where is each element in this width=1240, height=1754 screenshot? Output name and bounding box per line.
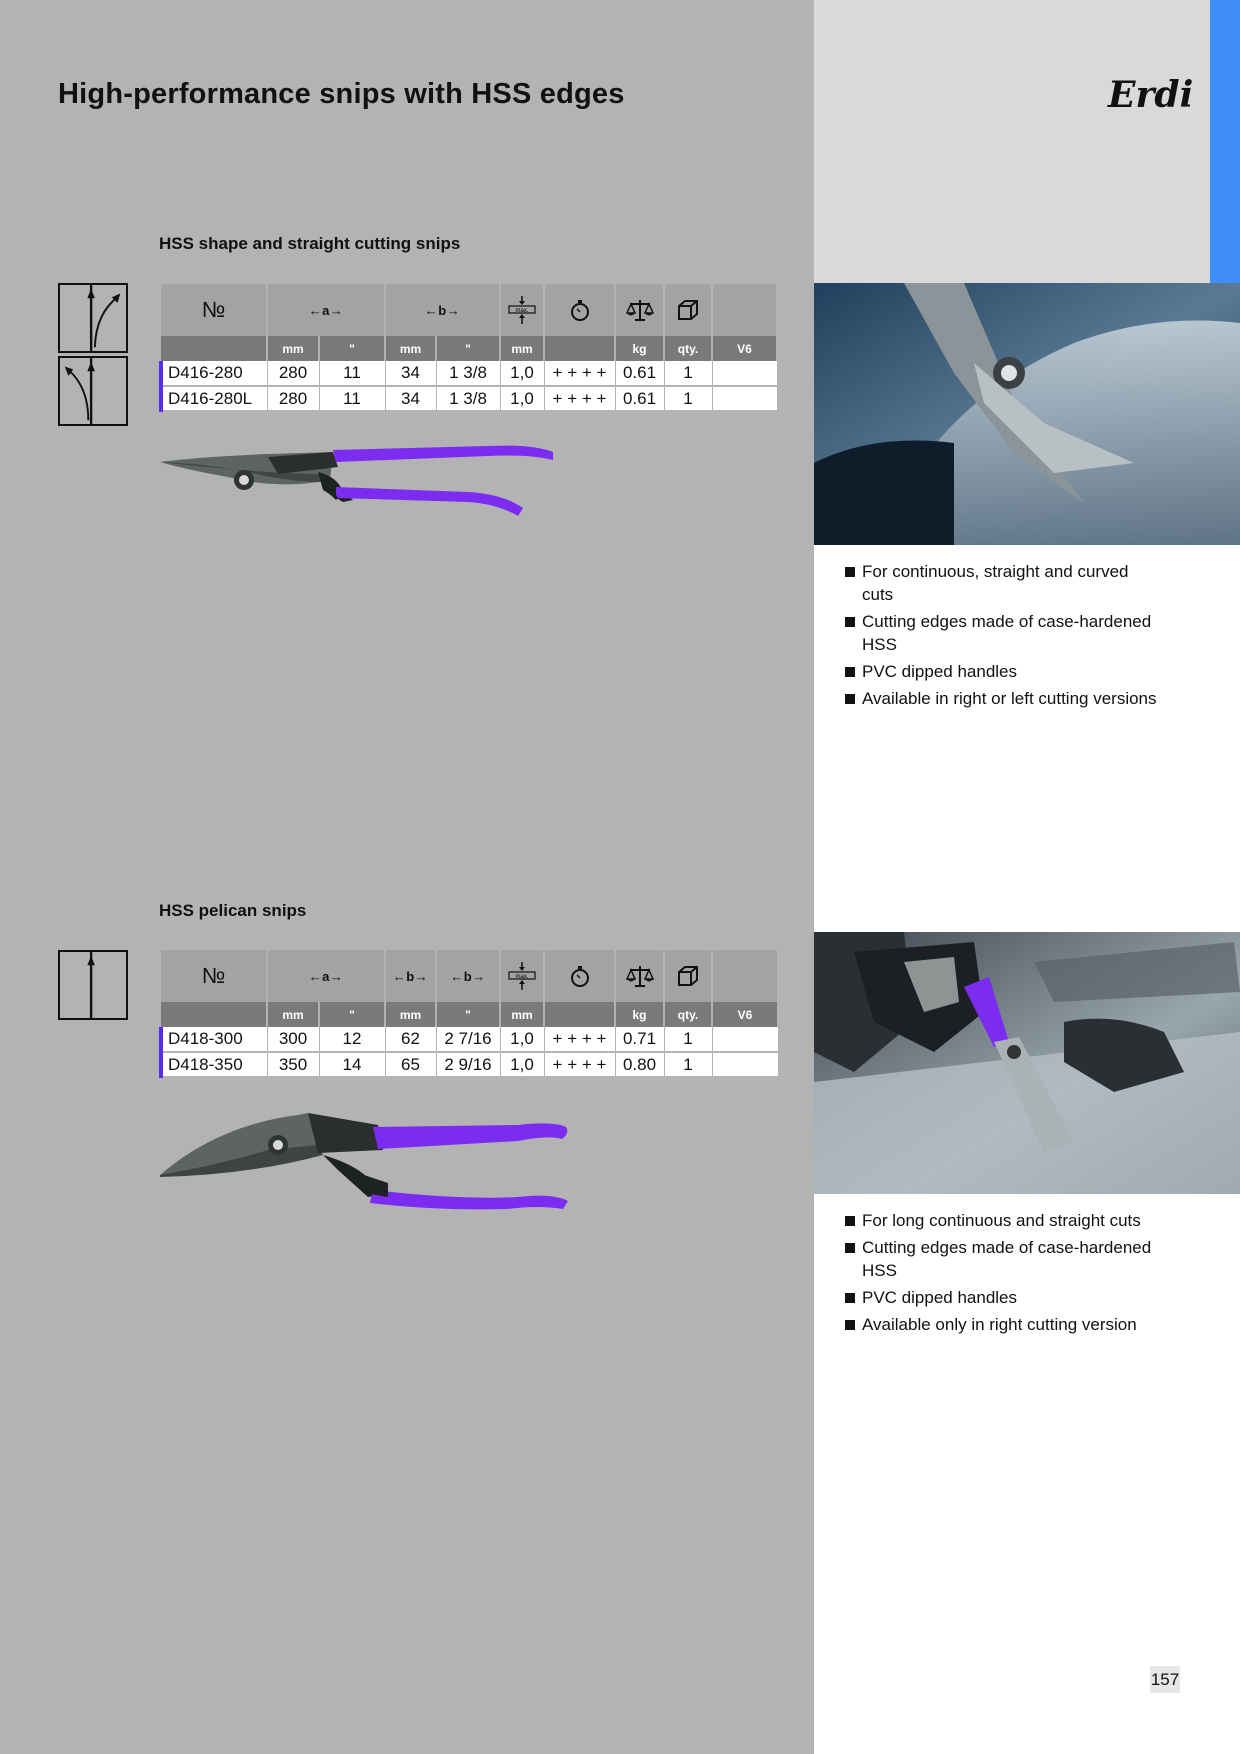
cell: 1,0 <box>500 1027 544 1052</box>
section1-spec-table <box>159 284 778 412</box>
v6-header <box>712 284 777 336</box>
cell <box>712 386 777 411</box>
feature-item: Cutting edges made of case-hardened HSS <box>844 1236 1164 1282</box>
cell: 1 <box>664 361 712 386</box>
cell: 11 <box>319 386 385 411</box>
accent-bar <box>1210 0 1240 283</box>
cell: 11 <box>319 361 385 386</box>
cell <box>712 1052 778 1077</box>
cell: 12 <box>319 1027 385 1052</box>
max-thickness-icon <box>500 284 544 336</box>
unit-inch: " <box>436 1002 500 1027</box>
feature-item: Available only in right cutting version <box>844 1313 1164 1336</box>
section2-title: HSS pelican snips <box>159 901 307 920</box>
unit-qty: qty. <box>664 336 712 361</box>
cell: 280 <box>267 361 319 386</box>
unit-qty: qty. <box>664 1002 712 1027</box>
pelican-snips-cutting-photo <box>814 932 1240 1194</box>
cell: 1 3/8 <box>436 386 500 411</box>
table-row <box>161 1052 778 1077</box>
unit-mm: mm <box>385 336 436 361</box>
page-title: High-performance snips with HSS edges <box>58 78 625 110</box>
unit-inch: " <box>319 336 385 361</box>
cell: 34 <box>385 386 436 411</box>
cell: 62 <box>385 1027 436 1052</box>
length-b-header: ←b→ <box>385 284 500 336</box>
article-code: D416-280 <box>161 361 267 386</box>
cell <box>712 361 777 386</box>
cell: 350 <box>267 1052 319 1077</box>
cell: + + + + <box>544 361 615 386</box>
unit-kg: kg <box>615 336 664 361</box>
feature-item: For long continuous and straight cuts <box>844 1209 1164 1232</box>
section1-title: HSS shape and straight cutting snips <box>159 234 461 253</box>
straight-left-curve-icon <box>58 356 128 426</box>
cell: 1 3/8 <box>436 361 500 386</box>
cell: 1 <box>664 1027 712 1052</box>
unit-mm: mm <box>267 1002 319 1027</box>
cell: 2 9/16 <box>436 1052 500 1077</box>
pelican-snips-product-image <box>158 1105 578 1230</box>
cell: 300 <box>267 1027 319 1052</box>
cell: 14 <box>319 1052 385 1077</box>
length-b-header: ←b→ <box>385 950 436 1002</box>
no-header: № <box>161 950 267 1002</box>
section2-feature-list <box>844 1209 1164 1340</box>
unit-mm: mm <box>267 336 319 361</box>
straight-cut-icon <box>58 950 128 1020</box>
unit-v6: V6 <box>712 1002 778 1027</box>
unit-mm: mm <box>500 336 544 361</box>
section1-feature-list <box>844 560 1164 714</box>
table-row <box>161 361 777 386</box>
max-thickness-icon <box>500 950 544 1002</box>
cell: 65 <box>385 1052 436 1077</box>
cell: 1 <box>664 1052 712 1077</box>
snips-cutting-photo <box>814 283 1240 545</box>
scale-icon <box>615 950 664 1002</box>
unit-blank <box>544 336 615 361</box>
unit-kg: kg <box>615 1002 664 1027</box>
unit-inch: " <box>436 336 500 361</box>
unit-v6: V6 <box>712 336 777 361</box>
snips-product-image <box>158 432 558 527</box>
length-b-header: ←b→ <box>436 950 500 1002</box>
box-icon <box>664 284 712 336</box>
cell: 1,0 <box>500 386 544 411</box>
page-number: 157 <box>1150 1666 1180 1693</box>
cell: + + + + <box>544 386 615 411</box>
cell: 1,0 <box>500 1052 544 1077</box>
cell: + + + + <box>544 1027 615 1052</box>
v6-header <box>712 950 778 1002</box>
table-row <box>161 386 777 411</box>
unit-blank <box>544 1002 615 1027</box>
unit-mm: mm <box>500 1002 544 1027</box>
no-header: № <box>161 284 267 336</box>
cell: 0.61 <box>615 361 664 386</box>
box-icon <box>664 950 712 1002</box>
feature-item: PVC dipped handles <box>844 660 1164 683</box>
feature-item: Available in right or left cutting versions <box>844 687 1164 710</box>
max-label: max. <box>515 308 529 314</box>
article-code: D418-350 <box>161 1052 267 1077</box>
cell: 1,0 <box>500 361 544 386</box>
table-row <box>161 1027 778 1052</box>
cell: 1 <box>664 386 712 411</box>
stopwatch-icon <box>544 284 615 336</box>
header-band <box>814 0 1210 283</box>
cell: 0.71 <box>615 1027 664 1052</box>
feature-item: PVC dipped handles <box>844 1286 1164 1309</box>
article-code: D416-280L <box>161 386 267 411</box>
length-a-header: ←a→ <box>267 284 385 336</box>
cell: 2 7/16 <box>436 1027 500 1052</box>
cell <box>712 1027 778 1052</box>
stopwatch-icon <box>544 950 615 1002</box>
cell: 34 <box>385 361 436 386</box>
scale-icon <box>615 284 664 336</box>
feature-item: For continuous, straight and curved cuts <box>844 560 1164 606</box>
cell: 0.80 <box>615 1052 664 1077</box>
cell: 0.61 <box>615 386 664 411</box>
brand-logo: Erdi <box>1108 74 1194 116</box>
cell: + + + + <box>544 1052 615 1077</box>
straight-right-curve-icon <box>58 283 128 353</box>
feature-item: Cutting edges made of case-hardened HSS <box>844 610 1164 656</box>
unit-mm: mm <box>385 1002 436 1027</box>
unit-inch: " <box>319 1002 385 1027</box>
length-a-header: ←a→ <box>267 950 385 1002</box>
cell: 280 <box>267 386 319 411</box>
max-label: max. <box>515 974 529 980</box>
section2-spec-table <box>159 950 779 1078</box>
article-code: D418-300 <box>161 1027 267 1052</box>
